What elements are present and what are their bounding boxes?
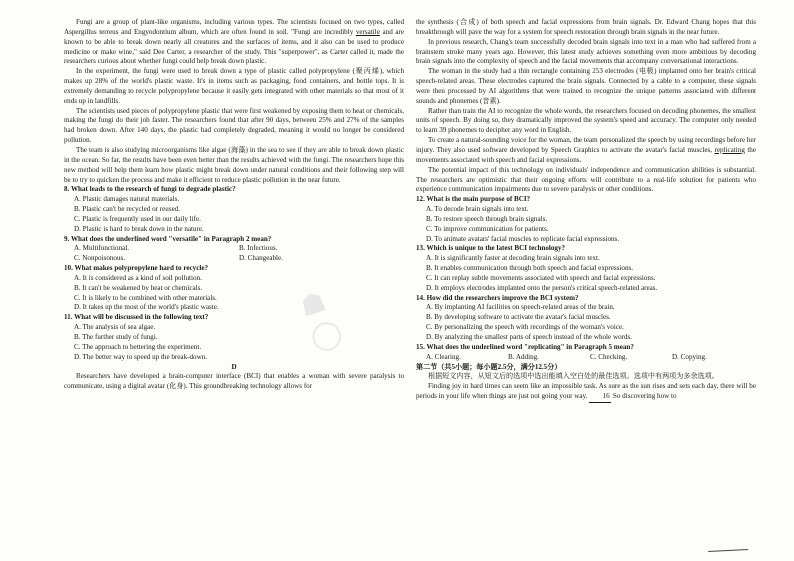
question-9: 9. What does the underlined word "versatile" in Paragraph 2 mean? [64,234,272,243]
q14-option-d: D. By analyzing the smallest parts of speech instead of the whole words. [426,333,633,341]
q12-option-a: A. To decode brain signals into text. [426,205,529,214]
passage-d-paragraph-4: Rather than train the AI to recognize the whole words, the researchers focused on decoding phonemes, the smallest units of speech. By doing so, they dramatically improved the system's speed and accuracy. The computer only needed to learn 39 phonemes to decipher any word in English. [416,106,756,135]
passage-c-paragraph-4: The team is also studying microorganisms like algae (海藻) in the sea to see if they are able to break down plastic in the ocean. So far, the results have been even better than the results achieved with the fungi. The researchers hope this new method will help them learn how plastic might break down under natural conditions and their following step will be to try to quicken the process and make it efficient to reduce plastic pollution in the near future. [64,145,404,184]
q9-options-row-1 [74,244,404,254]
q13-option-a: A. It is significantly faster at decoding brain signals into text. [426,254,600,263]
q9-option-a: A. Multifunctional. [74,244,129,253]
passage-d-paragraph-6: The potential impact of this technology on individuals' independence and communication abilities is substantial. The researchers are optimistic that their ongoing efforts will contribute to a real-life solution for patients who experience communication impairments due to severe paralysis or other conditions. [416,165,756,194]
q13-option-b: B. It enables communication through both speech and facial expressions. [426,264,634,273]
q10-option-b: B. It can't be weakened by heat or chemicals. [74,283,203,292]
q13-option-d: D. It employs electrodes implanted onto the person's critical speech-related areas. [426,283,658,292]
q9-option-b: B. Infectious. [239,244,278,253]
passage-d-paragraph-1: Researchers have developed a brain-computer interface (BCI) that enables a woman with severe paralysis to communicate, using a digital avatar (化身). This groundbreaking technology allows for [64,372,404,391]
q10-option-c: C. It is likely to be combined with other materials. [74,293,217,302]
q11-option-d: D. The better way to speed up the break-down. [74,352,208,361]
left-column [64,18,404,553]
question-15: 15. What does the underlined word "replicating" in Paragraph 5 mean? [416,342,634,351]
q12-option-d: D. To animate avatars' facial muscles to replicate facial expressions. [426,234,620,243]
watermark-icon: ☗ ◯ [295,284,347,355]
section-2-p1-text: Finding joy in hard times can seem like an impossible task. As sure as the sun rises and sets each day, there will be periods in your life when things are just not going your way. [416,382,756,401]
q15-option-a: A. Clearing. [426,352,461,361]
section-2-title: 第二节（共5小题；每小题2.5分，满分12.5分） [416,362,562,371]
q14-option-c: C. By personalizing the speech with recordings of the woman's voice. [426,323,624,332]
q13-option-c: C. It can replay subtle movements associated with speech and facial expressions. [426,273,656,282]
section-d-heading: D [231,362,237,371]
section-2-p1-rest: So discovering how to [612,392,677,401]
q11-option-b: B. The further study of fungi. [74,333,158,341]
q9-option-d: D. Changeable. [239,254,283,263]
q15-option-b: B. Adding. [508,352,539,361]
underlined-word-replicating: replicating [714,145,745,154]
passage-c-paragraph-2: In the experiment, the fungi were used to break down a type of plastic called polypropylene (聚丙烯), which makes up 28% of the world's plastic waste. It's in items such as packaging, food containers, and bottle tops. It is extremely demanding to recycle polypropylene because it easily gets integrated with other materials so that most of it ends up in landfills. [64,67,404,105]
q8-option-b: B. Plastic can't be recycled or reused. [74,205,181,214]
q15-option-c: C. Checking. [590,352,628,361]
blank-16[interactable]: 16 [589,392,611,403]
question-12: 12. What is the main purpose of BCI? [416,195,531,204]
q8-option-c: C. Plastic is frequently used in our daily life. [74,214,201,223]
q10-option-a: A. It is considered as a kind of soil pollution. [74,273,202,282]
section-2-paragraph-1 [416,382,756,403]
passage-c-paragraph-3: The scientists used pieces of polypropylene plastic that were first weakened by exposing them to heat or chemicals, making the fungi do their job faster. The researchers found that after 90 days, between 25% and 27% of the samples had broken down. After 140 days, the plastic had completely degraded, meaning it would no longer be considered pollution. [64,106,404,145]
underlined-word-versatile: versatile [355,27,380,36]
question-8: 8. What leads to the research of fungi to degrade plastic? [64,185,236,194]
q14-option-b: B. By developing software to activate the avatar's facial muscles. [426,313,611,322]
section-2-instructions: 根据短文内容，从短文后的选项中选出能填入空白处的最佳选项。选项中有两项为多余选项。 [428,372,719,381]
question-13: 13. Which is unique to the latest BCI technology? [416,244,566,253]
passage-d-p5-text: To create a natural-sounding voice for the woman, the team personalized the speech by using recordings before her injury. They also used software developed by Speech Graphics to activate the avatar's facial muscles, [416,136,756,154]
passage-d-paragraph-1-cont: the synthesis (合成) of both speech and facial expressions from brain signals. Dr. Edward Chang hopes that this breakthrough will pave the way for a system for speech restoration through brain signals in the near future. [416,18,756,36]
passage-d-p5-rest: the movements associated with speech and facial expressions. [416,145,756,164]
q11-option-c: C. The approach to bettering the experiment. [74,342,202,351]
question-10: 10. What makes polypropylene hard to recycle? [64,264,209,273]
q8-option-a: A. Plastic damages natural materials. [74,195,180,204]
q14-option-a: A. By implanting AI facilities on speech-related areas of the brain. [426,303,615,312]
question-14: 14. How did the researchers improve the BCI system? [416,293,579,302]
q15-options-row [426,353,756,363]
q10-option-d: D. It takes up the most of the world's plastic waste. [74,303,219,312]
passage-d-paragraph-3: The woman in the study had a thin rectangle containing 253 electrodes (电极) implanted onto her brain's critical speech-related areas. These electrodes captured the brain signals. Connected by a cable to a computer, these signals were then processed by AI algorithms that were trained to recognize the unique patterns associated with different sounds and phonemes (音素). [416,67,756,105]
q11-option-a: A. The analysis of sea algae. [74,323,156,332]
passage-d-paragraph-5 [416,136,756,166]
passage-c-p1-text: Fungi are a group of plant-like organisms, including various types. The scientists focused on two types, called Aspergillus terreus and Engyodontium album, which are often found in soil. "Fungi are incredibly [64,18,404,36]
q9-options-row-2 [74,254,404,264]
passage-c-p1-rest: and are known to be able to break down nearly all creatures and the surfaces of items, and it also can be used to produce medicine or make wine," said Dee Carter, a researcher of the study. This "superpower", as Carter called it, made the researchers curious about whether fungi could help break down plastic. [64,27,405,66]
q12-option-b: B. To restore speech through brain signals. [426,214,548,223]
q8-option-d: D. Plastic is hard to break down in the nature. [74,224,204,233]
q15-option-d: D. Copying. [672,352,707,361]
passage-d-paragraph-2: In previous research, Chang's team successfully decoded brain signals into text in a man who had suffered from a brainstem stroke many years ago. However, this latest study achieves something even more ambitious by decoding brain signals into the complexity of speech and the facial movements that accompany conversational interactions. [416,37,756,66]
question-11: 11. What will be discussed in the following text? [64,313,209,322]
q9-option-c: C. Nonpoisonous. [74,254,126,263]
passage-c-paragraph-1 [64,18,404,67]
right-column [416,18,756,553]
q12-option-c: C. To improve communication for patients. [426,224,549,233]
